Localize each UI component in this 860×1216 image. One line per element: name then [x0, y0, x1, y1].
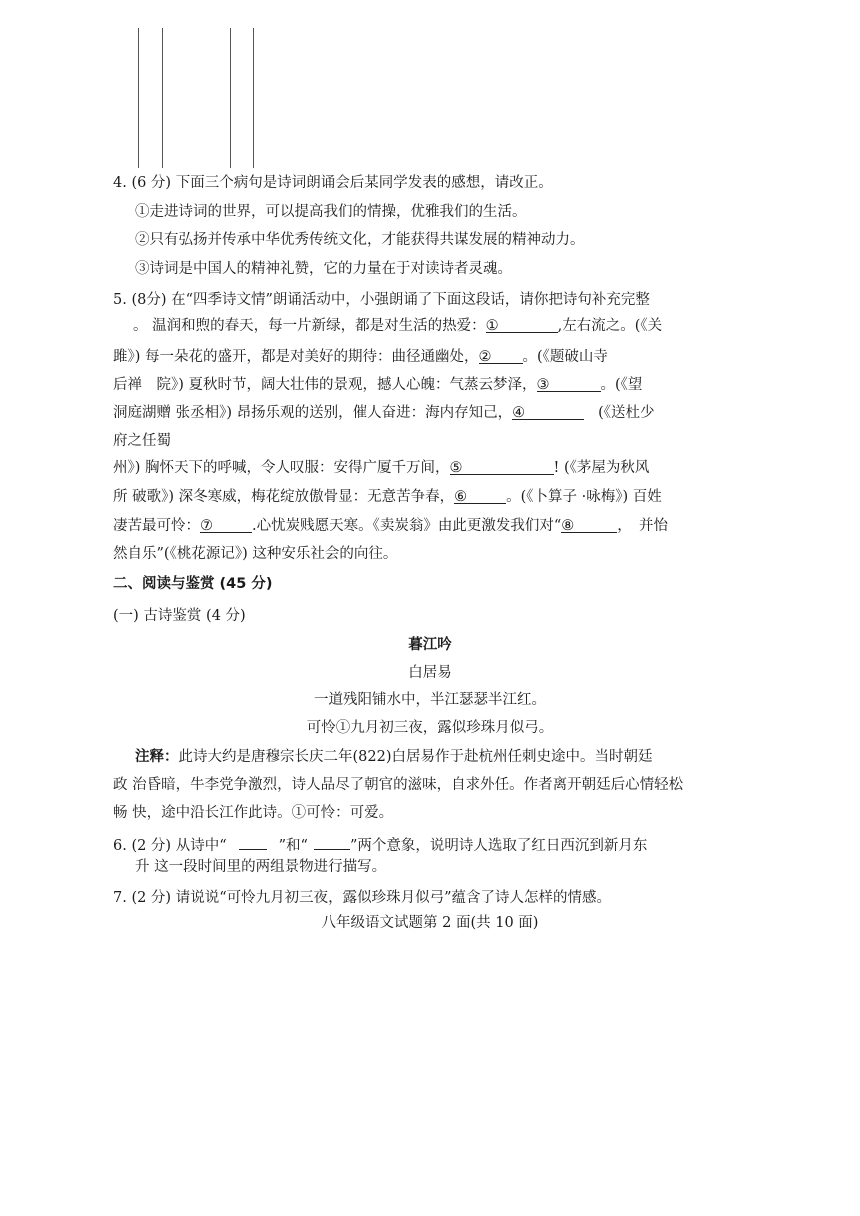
q5-text: 。(《题破山寺: [522, 349, 608, 365]
answer-blank-2[interactable]: [479, 347, 523, 364]
q5-line-7: [113, 458, 649, 478]
q6-text: ”两个意象，说明诗人选取了红日西沉到新月东: [349, 838, 648, 854]
q4-item-1: ①走进诗词的世界，可以提高我们的情操，优雅我们的生活。: [135, 204, 527, 220]
note-label: 注释：: [135, 749, 179, 765]
answer-blank-4[interactable]: [512, 403, 584, 420]
q6-blank-2[interactable]: [314, 833, 350, 850]
note-line-1: [135, 747, 653, 767]
section-title: 二、阅读与鉴赏 (45 分): [113, 576, 273, 592]
note-line-3: 畅 快，途中沿长江作此诗。①可怜：可爱。: [113, 805, 394, 821]
q5-text: .心忧炭贱愿天寒。《卖炭翁》由此更激发我们对“: [252, 518, 562, 534]
q4-item-3: ③诗词是中国人的精神礼赞，它的力量在于对读诗者灵魂。: [135, 261, 512, 277]
q4-item-2: ②只有弘扬并传承中华优秀传统文化，才能获得共谋发展的精神动力。: [135, 232, 585, 248]
q5-line-1: 5. (8分) 在“四季诗文情”朗诵活动中，小强朗诵了下面这段话，请你把诗句补充完整: [113, 292, 650, 308]
answer-blank-5[interactable]: [450, 458, 554, 475]
poem-title: 暮江吟: [408, 637, 452, 653]
blank-marker: ①: [485, 318, 499, 334]
q5-text: 洞庭湖赠 张丞相》) 昂扬乐观的送别，催人奋进：海内存知己，: [113, 405, 513, 421]
blank-marker: ⑧: [561, 518, 575, 534]
page-footer: 八年级语文试题第 2 面(共 10 面): [321, 915, 539, 931]
q5-text: 。 温润和煦的春天，每一片新绿，都是对生活的热爱：: [133, 318, 486, 334]
answer-blank-1[interactable]: [486, 316, 558, 333]
blank-marker: ③: [536, 377, 550, 393]
answer-blank-8[interactable]: [561, 516, 617, 533]
rule-line: [138, 28, 139, 168]
q5-line-2: [133, 316, 662, 336]
q5-text: 所 破歌》) 深冬寒威，梅花绽放傲骨显：无意苦争春，: [113, 489, 455, 505]
q6-line-2: 升 这一段时间里的两组景物进行描写。: [135, 859, 387, 875]
note-line-2: 政 治昏暗，牛李党争激烈，诗人品尽了朝官的滋味，自求外任。作者离开朝廷后心情轻松: [113, 777, 684, 793]
q6-blank-1[interactable]: [239, 833, 267, 850]
q5-line-9: [113, 516, 668, 536]
blank-marker: ⑦: [200, 518, 213, 534]
q5-line-8: [113, 487, 662, 507]
answer-blank-3[interactable]: [537, 375, 601, 392]
blank-marker: ②: [478, 349, 492, 365]
q7-stem: 7. (2 分) 请说说“可怜九月初三夜，露似珍珠月似弓”蕴含了诗人怎样的情感。: [113, 890, 612, 906]
rule-line: [230, 28, 231, 168]
q6-text: 6. (2 分) 从诗中“: [113, 838, 227, 854]
poem-author: 白居易: [408, 665, 452, 681]
q5-line-4: [113, 375, 642, 395]
q5-text: 雎》) 每一朵花的盛开，都是对美好的期待：曲径通幽处，: [113, 349, 479, 365]
poem-line-1: 一道残阳铺水中，半江瑟瑟半江红。: [314, 692, 546, 708]
q5-line-6: 府之任蜀: [113, 433, 171, 449]
q5-text: 。(《卜算子 ·咏梅》) 百姓: [506, 489, 662, 505]
q5-text: 。(《望: [600, 377, 643, 393]
q5-text: 州》) 胸怀天下的呼喊，令人叹服：安得广厦千万间，: [113, 460, 450, 476]
answer-blank-7[interactable]: [200, 516, 252, 533]
blank-marker: ⑥: [454, 489, 468, 505]
q4-stem: 4. (6 分) 下面三个病句是诗词朗诵会后某同学发表的感想，请改正。: [113, 175, 553, 191]
q5-line-5: [113, 403, 655, 423]
q6-line-1: [113, 833, 647, 856]
q5-text: ,左右流之。(《关: [557, 318, 663, 334]
poem-line-2: 可怜①九月初三夜，露似珍珠月似弓。: [306, 720, 554, 736]
q5-line-10: 然自乐”(《桃花源记》) 这种安乐社会的向往。: [113, 546, 398, 562]
q5-text: ， 并怡: [617, 518, 669, 534]
note-text: 此诗大约是唐穆宗长庆二年(822)白居易作于赴杭州任刺史途中。当时朝廷: [178, 749, 653, 765]
q5-text: (《送杜少: [598, 405, 655, 421]
q5-line-3: [113, 347, 608, 367]
q5-text: 凄苦最可怜：: [113, 518, 200, 534]
q6-text: ”和“: [278, 838, 308, 854]
rule-line: [162, 28, 163, 168]
q5-text: 后禅 院》) 夏秋时节，阔大壮伟的景观，撼人心魄：气蒸云梦泽，: [113, 377, 537, 393]
blank-marker: ④: [512, 405, 526, 421]
answer-blank-6[interactable]: [454, 487, 506, 504]
rule-line: [253, 28, 254, 168]
subsection-title: (一) 古诗鉴赏 (4 分): [113, 608, 246, 624]
q5-text: ! (《茅屋为秋风: [553, 460, 650, 476]
blank-marker: ⑤: [449, 460, 463, 476]
